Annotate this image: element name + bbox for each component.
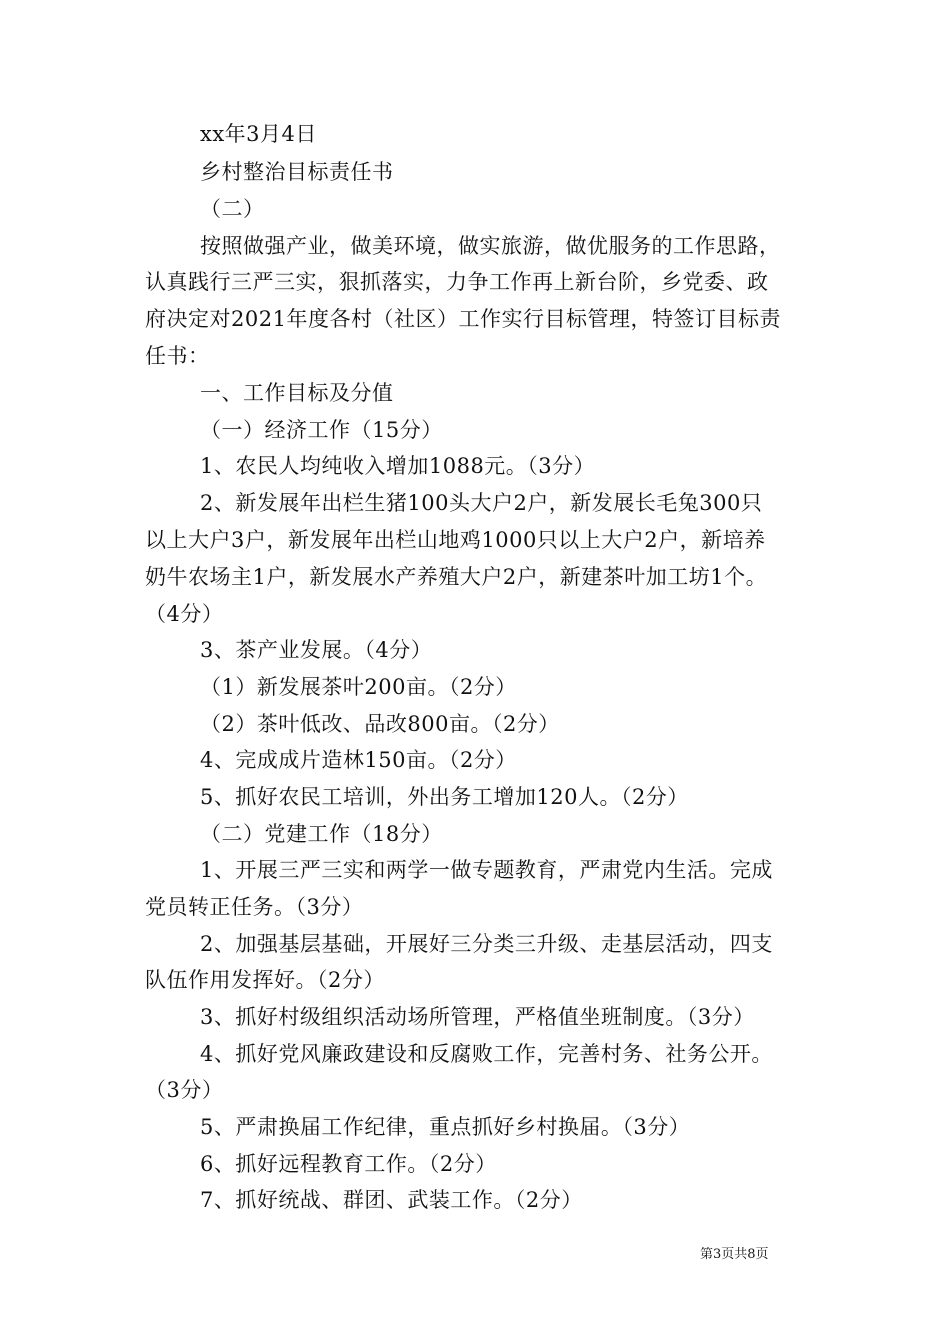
list-item: 2、加强基层基础，开展好三分类三升级、走基层活动，四支 (200, 932, 773, 956)
list-item: 4、完成成片造林150亩。（2分） (200, 748, 517, 772)
paragraph-line: 任书： (145, 344, 210, 368)
list-item-continuation: 队伍作用发挥好。（2分） (145, 968, 385, 992)
list-item: 3、抓好村级组织活动场所管理，严格值坐班制度。（3分） (200, 1005, 755, 1029)
section-heading: 一、工作目标及分值 (200, 381, 394, 405)
list-item: （1）新发展茶叶200亩。（2分） (200, 675, 517, 699)
list-item-continuation: 奶牛农场主1户，新发展水产养殖大户2户，新建茶叶加工坊1个。 (145, 565, 768, 589)
paragraph-line: 认真践行三严三实，狠抓落实，力争工作再上新台阶，乡党委、政 (145, 270, 769, 294)
page-number: 第3页共8页 (700, 1247, 769, 1262)
list-item: 5、抓好农民工培训，外出务工增加120人。（2分） (200, 785, 689, 809)
list-item: 6、抓好远程教育工作。（2分） (200, 1152, 497, 1176)
list-item: 4、抓好党风廉政建设和反腐败工作，完善村务、社务公开。 (200, 1042, 773, 1066)
paragraph-line: 府决定对2021年度各村（社区）工作实行目标管理，特签订目标责 (145, 307, 781, 331)
list-item: 2、新发展年出栏生猪100头大户2户，新发展长毛兔300只 (200, 491, 763, 515)
paragraph-line: 按照做强产业，做美环境，做实旅游，做优服务的工作思路， (200, 234, 781, 258)
list-item: 1、农民人均纯收入增加1088元。（3分） (200, 454, 596, 478)
list-item-continuation: （3分） (145, 1078, 224, 1102)
list-item: 5、严肃换届工作纪律，重点抓好乡村换届。（3分） (200, 1115, 691, 1139)
date-line: xx年3月4日 (200, 122, 317, 146)
list-item: （2）茶叶低改、品改800亩。（2分） (200, 712, 560, 736)
subsection-heading: （一）经济工作（15分） (200, 418, 443, 442)
list-item-continuation: 以上大户3户，新发展年出栏山地鸡1000只以上大户2户，新培养 (145, 528, 766, 552)
list-item: 7、抓好统战、群团、武装工作。（2分） (200, 1188, 583, 1212)
list-item: 3、茶产业发展。（4分） (200, 638, 433, 662)
subsection-heading: （二）党建工作（18分） (200, 822, 443, 846)
list-item-continuation: （4分） (145, 602, 224, 626)
section-number: （二） (200, 197, 265, 221)
list-item: 1、开展三严三实和两学一做专题教育，严肃党内生活。完成 (200, 858, 773, 882)
list-item-continuation: 党员转正任务。（3分） (145, 895, 364, 919)
document-title: 乡村整治目标责任书 (200, 160, 394, 184)
